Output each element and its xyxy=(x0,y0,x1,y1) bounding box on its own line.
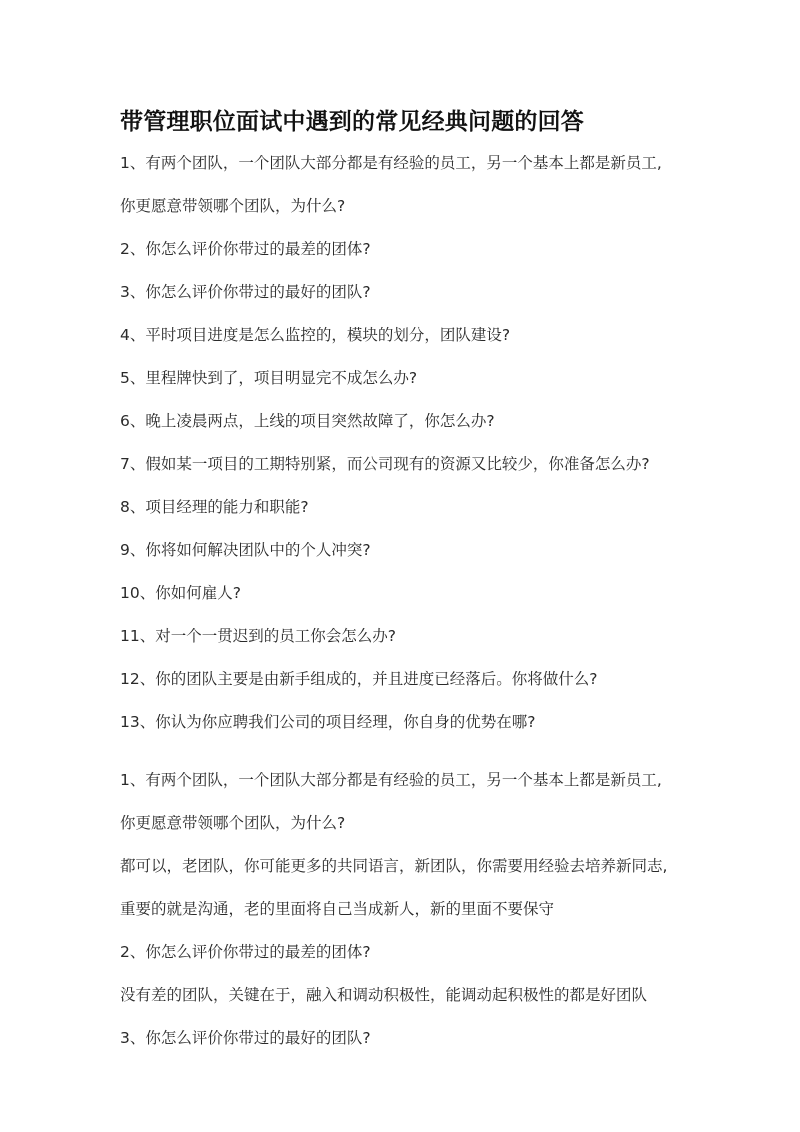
answer-line: 都可以，老团队，你可能更多的共同语言，新团队，你需要用经验去培养新同志, xyxy=(120,857,668,875)
document-title: 带管理职位面试中遇到的常见经典问题的回答 xyxy=(120,109,584,135)
question-line: 10、你如何雇人? xyxy=(120,584,241,602)
question-line: 8、项目经理的能力和职能? xyxy=(120,498,309,516)
question-line: 你更愿意带领哪个团队，为什么? xyxy=(120,197,346,215)
question-line: 4、平时项目进度是怎么监控的，模块的划分，团队建设? xyxy=(120,326,511,344)
answer-line: 1、有两个团队，一个团队大部分都是有经验的员工，另一个基本上都是新员工, xyxy=(120,771,662,789)
answer-line: 3、你怎么评价你带过的最好的团队? xyxy=(120,1029,371,1047)
question-line: 5、里程牌快到了，项目明显完不成怎么办? xyxy=(120,369,418,387)
question-line: 2、你怎么评价你带过的最差的团体? xyxy=(120,240,371,258)
answer-line: 没有差的团队，关键在于，融入和调动积极性，能调动起积极性的都是好团队 xyxy=(120,986,648,1004)
answer-line: 2、你怎么评价你带过的最差的团体? xyxy=(120,943,371,961)
question-line: 1、有两个团队，一个团队大部分都是有经验的员工，另一个基本上都是新员工, xyxy=(120,154,662,172)
question-line: 13、你认为你应聘我们公司的项目经理，你自身的优势在哪? xyxy=(120,713,536,731)
answer-line: 你更愿意带领哪个团队，为什么? xyxy=(120,814,346,832)
question-line: 11、对一个一贯迟到的员工你会怎么办? xyxy=(120,627,396,645)
question-line: 9、你将如何解决团队中的个人冲突? xyxy=(120,541,371,559)
question-line: 7、假如某一项目的工期特别紧，而公司现有的资源又比较少，你准备怎么办? xyxy=(120,455,650,473)
question-line: 12、你的团队主要是由新手组成的，并且进度已经落后。你将做什么? xyxy=(120,670,598,688)
question-line: 3、你怎么评价你带过的最好的团队? xyxy=(120,283,371,301)
answer-line: 重要的就是沟通，老的里面将自己当成新人，新的里面不要保守 xyxy=(120,900,555,918)
question-line: 6、晚上凌晨两点，上线的项目突然故障了，你怎么办? xyxy=(120,412,495,430)
